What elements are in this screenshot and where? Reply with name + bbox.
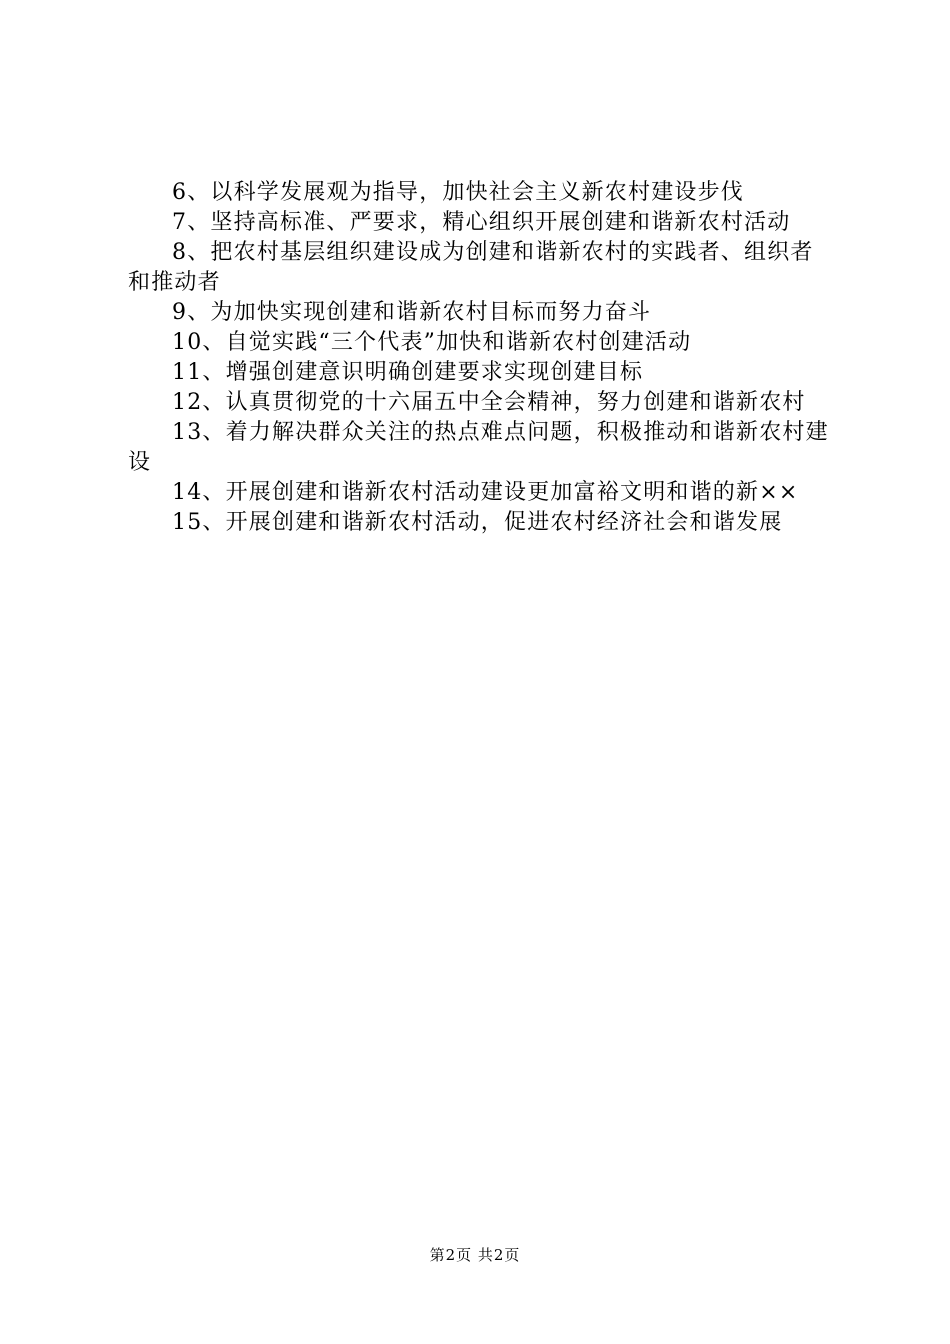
paragraph-14: 14、开展创建和谐新农村活动建设更加富裕文明和谐的新×× [172, 480, 799, 505]
document-body [128, 178, 834, 538]
page-number-footer: 第2页 共2页 [429, 1246, 521, 1264]
paragraph-11: 11、增强创建意识明确创建要求实现创建目标 [172, 360, 644, 385]
paragraph-15: 15、开展创建和谐新农村活动，促进农村经济社会和谐发展 [172, 510, 783, 535]
paragraph-9: 9、为加快实现创建和谐新农村目标而努力奋斗 [172, 300, 652, 325]
paragraph-7: 7、坚持高标准、严要求，精心组织开展创建和谐新农村活动 [172, 210, 791, 235]
paragraph-13: 13、着力解决群众关注的热点难点问题，积极推动和谐新农村建设 [128, 420, 829, 475]
paragraph-6: 6、以科学发展观为指导，加快社会主义新农村建设步伐 [172, 180, 744, 205]
paragraph-12: 12、认真贯彻党的十六届五中全会精神，努力创建和谐新农村 [172, 390, 806, 415]
paragraph-10: 10、自觉实践“三个代表”加快和谐新农村创建活动 [172, 330, 692, 355]
paragraph-8: 8、把农村基层组织建设成为创建和谐新农村的实践者、组织者和推动者 [128, 240, 814, 295]
